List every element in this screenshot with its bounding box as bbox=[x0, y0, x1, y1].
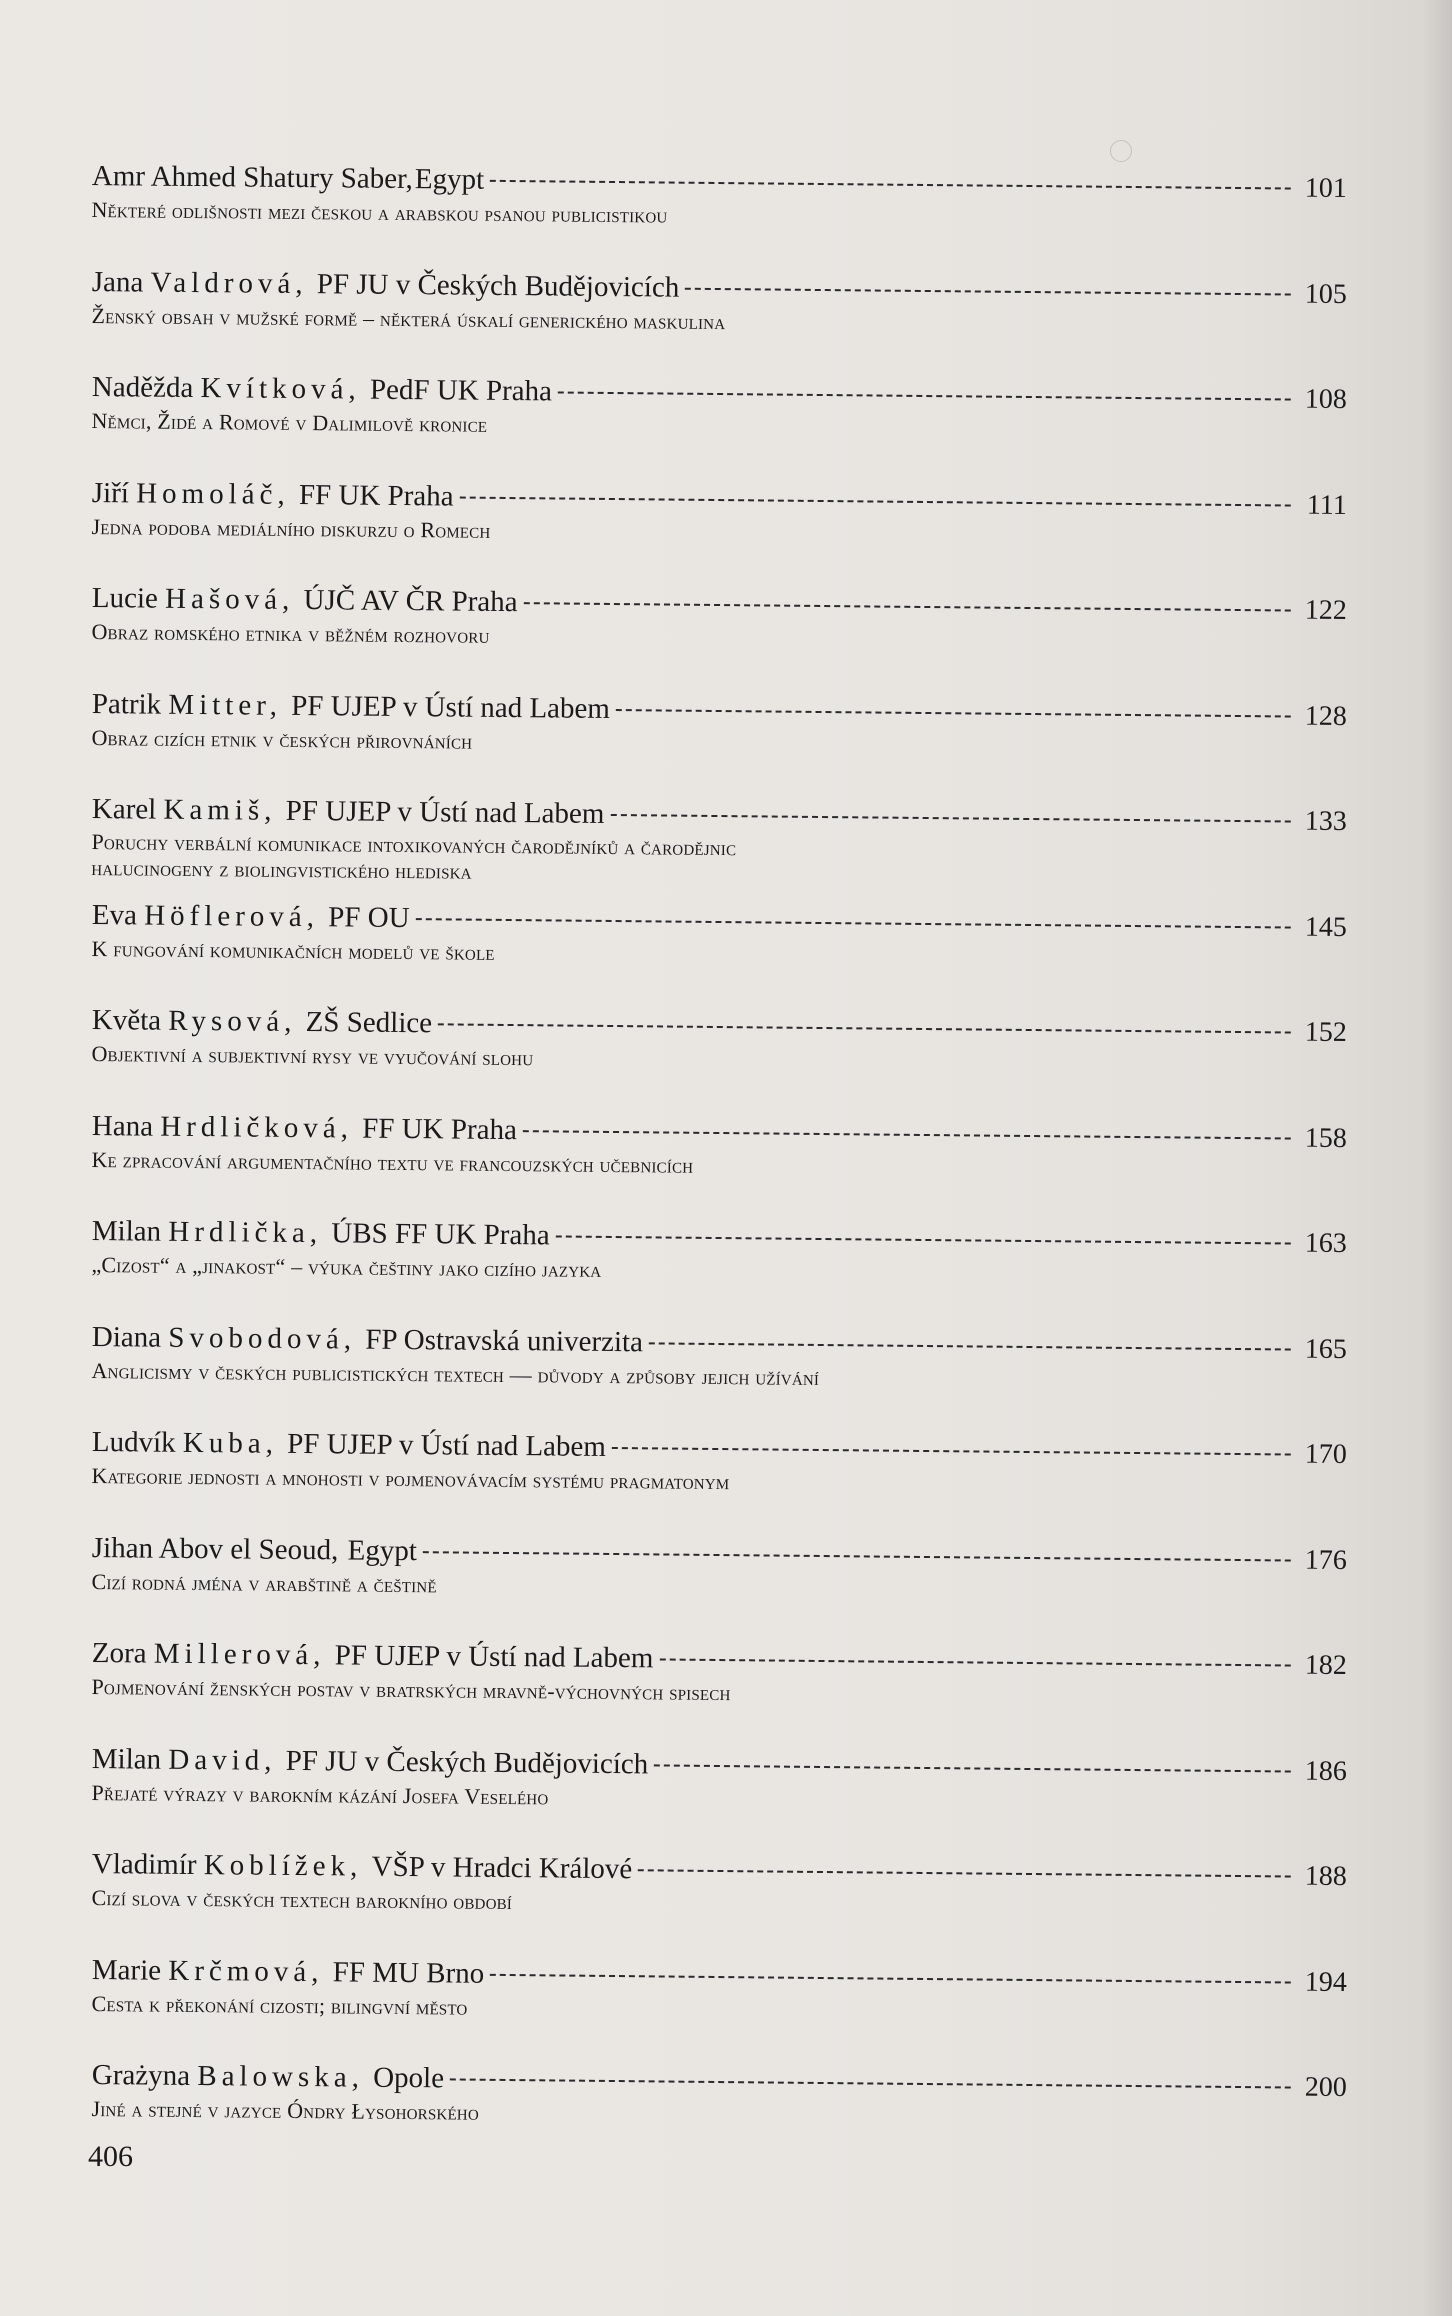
dot-leader bbox=[524, 602, 1291, 611]
author-affiliation: Egypt bbox=[414, 163, 485, 196]
toc-entry bbox=[91, 477, 1347, 595]
author-surname: Svobodová, bbox=[168, 1321, 357, 1356]
author-name: Milan bbox=[91, 1742, 162, 1776]
author-surname: Valdrová, bbox=[150, 266, 308, 300]
author-surname: Höflerová, bbox=[144, 899, 320, 933]
author-affiliation: ÚBS FF UK Praha bbox=[331, 1217, 550, 1252]
page-number: 170 bbox=[1304, 1438, 1347, 1471]
author-surname: Kamiš, bbox=[163, 793, 277, 827]
author-surname: Koblížek, bbox=[203, 1849, 363, 1883]
author-surname: Kvítková, bbox=[200, 372, 361, 406]
author-name: Milan bbox=[91, 1215, 162, 1248]
author-surname: Hrdlička, bbox=[168, 1215, 323, 1250]
article-title: Cizí rodná jména v arabštině a češtině bbox=[91, 1568, 437, 1597]
dot-leader bbox=[610, 814, 1290, 823]
article-title: Němci, Židé a Romové v Dalimilově kronice bbox=[91, 407, 488, 437]
dot-leader bbox=[416, 918, 1291, 928]
dot-leader bbox=[685, 287, 1291, 295]
page-number: 128 bbox=[1304, 700, 1347, 732]
page-number: 182 bbox=[1304, 1649, 1347, 1682]
author-surname: Hašová, bbox=[164, 582, 295, 616]
author-name: Jihan Abov el Seoud, bbox=[91, 1531, 339, 1566]
author-name: Květa bbox=[91, 1004, 162, 1037]
article-title: Přejaté výrazy v barokním kázání Josefa Veselého bbox=[91, 1779, 549, 1809]
page-number: 145 bbox=[1304, 911, 1347, 943]
author-surname: Mitter, bbox=[168, 688, 283, 722]
toc-entry bbox=[91, 1215, 1347, 1333]
author-affiliation: PF UJEP v Ústí nad Labem bbox=[334, 1639, 654, 1675]
page-edge-shadow bbox=[1422, 0, 1452, 2316]
dot-leader bbox=[638, 1869, 1291, 1877]
dot-leader bbox=[616, 709, 1291, 717]
toc-entry bbox=[91, 793, 1347, 911]
dot-leader bbox=[523, 1130, 1291, 1139]
author-surname: Millerová, bbox=[153, 1637, 326, 1672]
page-number: 176 bbox=[1304, 1544, 1347, 1576]
page-number: 188 bbox=[1304, 1860, 1347, 1893]
article-title: Ženský obsah v mužské formě – některá úskalí generického maskulina bbox=[91, 302, 726, 334]
article-title: Jiné a stejné v jazyce Óndry Łysohorského bbox=[91, 2095, 480, 2125]
page-number: 105 bbox=[1304, 278, 1347, 310]
author-surname: Homoláč, bbox=[136, 476, 290, 511]
author-affiliation: FP Ostravská univerzita bbox=[365, 1323, 644, 1358]
page-number: 108 bbox=[1304, 383, 1347, 416]
article-title: „Cizost“ a „jinakost“ – výuka češtiny jako cizího jazyka bbox=[91, 1251, 602, 1282]
author-affiliation: Egypt bbox=[347, 1533, 418, 1567]
page-number: 133 bbox=[1304, 805, 1347, 838]
author-name: Amr Ahmed Shatury Saber, bbox=[91, 160, 414, 196]
dot-leader bbox=[450, 2078, 1291, 2088]
article-title: Některé odlišnosti mezi českou a arabskou psanou publicistikou bbox=[91, 196, 668, 228]
author-surname: Kuba, bbox=[182, 1426, 279, 1460]
page-number: 194 bbox=[1304, 1966, 1347, 1998]
page-number: 111 bbox=[1306, 489, 1347, 521]
author-name: Diana bbox=[91, 1320, 162, 1354]
author-name: Patrik bbox=[91, 687, 162, 721]
author-surname: Krčmová, bbox=[168, 1954, 324, 1988]
author-name: Hana bbox=[91, 1109, 154, 1143]
article-title: K fungování komunikačních modelů ve škole bbox=[91, 935, 495, 965]
page-number: 152 bbox=[1304, 1016, 1347, 1049]
page-number: 163 bbox=[1304, 1227, 1347, 1260]
dot-leader bbox=[460, 496, 1291, 506]
toc-entry bbox=[91, 1743, 1347, 1861]
author-name: Karel bbox=[91, 793, 157, 826]
dot-leader bbox=[612, 1447, 1291, 1456]
author-affiliation: PF UJEP v Ústí nad Labem bbox=[291, 689, 611, 725]
article-title: Jedna podoba mediálního diskurzu o Romech bbox=[91, 513, 491, 543]
toc-entry bbox=[91, 1532, 1347, 1650]
author-surname: David, bbox=[168, 1743, 277, 1777]
article-title: Kategorie jednosti a mnohosti v pojmenovávacím systému pragmatonym bbox=[91, 1462, 730, 1495]
author-name: Ludvík bbox=[91, 1426, 176, 1459]
author-affiliation: PF OU bbox=[328, 900, 410, 934]
toc-entry bbox=[91, 160, 1347, 278]
author-name: Jana bbox=[91, 265, 144, 298]
author-affiliation: PF UJEP v Ústí nad Labem bbox=[285, 794, 605, 830]
toc-entry bbox=[91, 2059, 1347, 2177]
author-surname: Hrdličková, bbox=[160, 1110, 354, 1145]
dot-leader bbox=[423, 1551, 1291, 1561]
article-title: Cizí slova v českých textech barokního období bbox=[91, 1884, 513, 1915]
toc-entry bbox=[91, 1110, 1347, 1228]
page-folio-number: 406 bbox=[88, 2140, 133, 2173]
article-title: Anglicismy v českých publicistických textech — důvody a způsoby jejich užívání bbox=[91, 1357, 820, 1390]
dot-leader bbox=[490, 1973, 1291, 1983]
page-number: 101 bbox=[1304, 172, 1347, 205]
dot-leader bbox=[654, 1764, 1291, 1772]
bleed-through-mark bbox=[1110, 140, 1132, 162]
dot-leader bbox=[659, 1658, 1290, 1666]
toc-entry bbox=[91, 899, 1347, 1017]
toc-entry bbox=[91, 371, 1347, 489]
author-affiliation: ZŠ Sedlice bbox=[305, 1006, 433, 1040]
page-number: 200 bbox=[1304, 2071, 1347, 2104]
author-surname: Rysová, bbox=[168, 1004, 297, 1038]
author-affiliation: FF UK Praha bbox=[298, 478, 454, 512]
dot-leader bbox=[438, 1023, 1291, 1033]
toc-entry bbox=[91, 1637, 1347, 1755]
dot-leader bbox=[558, 391, 1291, 400]
author-affiliation: FF UK Praha bbox=[362, 1112, 518, 1146]
toc-entry bbox=[91, 582, 1347, 700]
toc-entry bbox=[91, 1848, 1347, 1966]
table-of-contents bbox=[92, 160, 1347, 2165]
dot-leader bbox=[649, 1342, 1291, 1350]
author-name: Grażyna bbox=[91, 2059, 191, 2092]
author-affiliation: FF MU Brno bbox=[332, 1955, 485, 1990]
author-name: Zora bbox=[91, 1637, 147, 1670]
author-name: Jiří bbox=[91, 476, 130, 509]
author-name: Eva bbox=[91, 898, 138, 931]
author-name: Marie bbox=[91, 1953, 162, 1987]
article-title: Obraz cizích etnik v českých přirovnáních bbox=[91, 724, 473, 754]
author-affiliation: VŠP v Hradci Králové bbox=[371, 1850, 633, 1886]
author-name: Lucie bbox=[91, 582, 159, 615]
author-affiliation: ÚJČ AV ČR Praha bbox=[303, 584, 518, 619]
toc-entry bbox=[91, 688, 1347, 806]
toc-entry bbox=[91, 1954, 1347, 2072]
author-affiliation: PF UJEP v Ústí nad Labem bbox=[287, 1427, 607, 1463]
toc-entry bbox=[91, 1004, 1347, 1122]
page-number: 158 bbox=[1304, 1122, 1347, 1154]
article-title: Poruchy verbální komunikace intoxikovaných čarodějníků a čarodějnic bbox=[91, 828, 737, 861]
toc-entry bbox=[91, 1426, 1347, 1544]
article-title: Cesta k překonání cizosti; bilingvní město bbox=[91, 1990, 468, 2020]
toc-entry bbox=[91, 1321, 1347, 1439]
author-name: Naděžda bbox=[91, 371, 194, 404]
dot-leader bbox=[556, 1235, 1291, 1244]
author-name: Vladimír bbox=[91, 1848, 197, 1882]
dot-leader bbox=[490, 180, 1291, 190]
page-number: 122 bbox=[1304, 594, 1347, 627]
author-affiliation: PedF UK Praha bbox=[369, 373, 553, 408]
article-title: Ke zpracování argumentačního textu ve francouzských učebnicích bbox=[91, 1146, 694, 1178]
page-number: 165 bbox=[1304, 1333, 1347, 1365]
article-title-continued: halucinogeny z biolingvistického hlediska bbox=[91, 854, 472, 884]
author-surname: Balowska, bbox=[197, 2060, 365, 2094]
article-title: Objektivní a subjektivní rysy ve vyučování slohu bbox=[91, 1040, 534, 1071]
article-title: Obraz romského etnika v běžném rozhovoru bbox=[91, 618, 490, 648]
toc-entry bbox=[91, 266, 1347, 384]
page-number: 186 bbox=[1304, 1755, 1347, 1787]
author-affiliation: Opole bbox=[373, 2061, 445, 2095]
author-affiliation: PF JU v Českých Budějovicích bbox=[316, 267, 680, 304]
article-title: Pojmenování ženských postav v bratrských mravně-výchovných spisech bbox=[91, 1673, 731, 1706]
author-affiliation: PF JU v Českých Budějovicích bbox=[285, 1744, 649, 1780]
